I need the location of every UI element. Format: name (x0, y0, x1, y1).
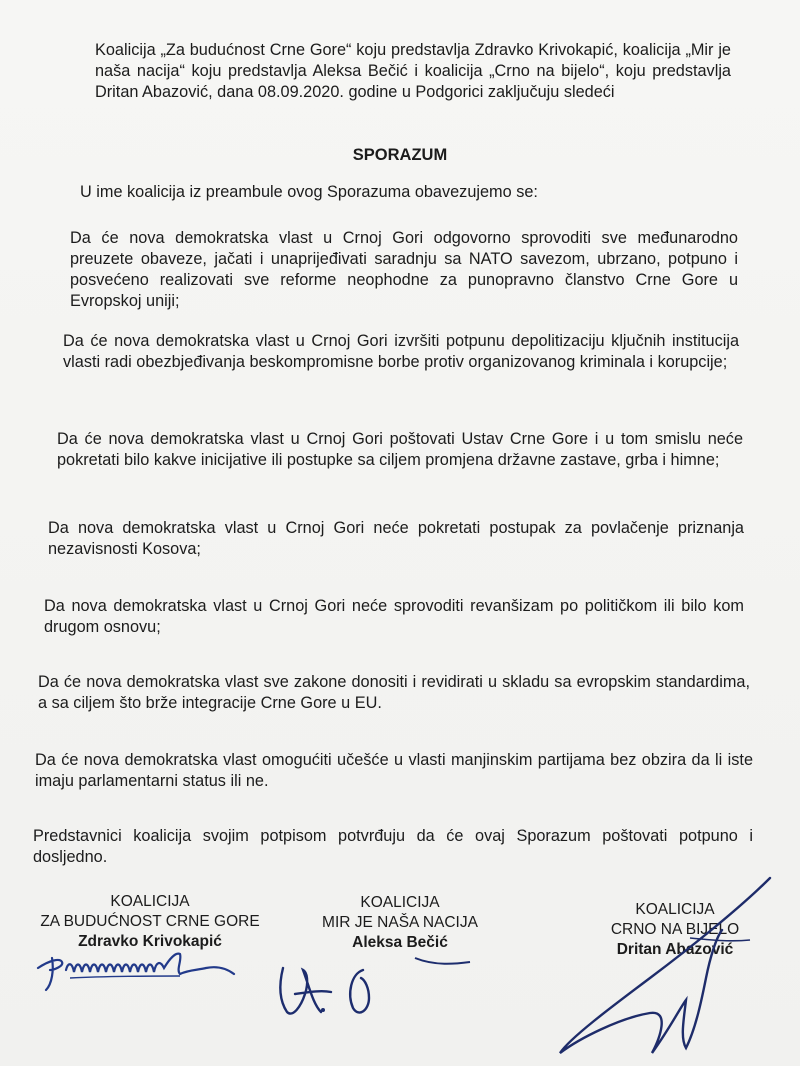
point-2-text: Da će nova demokratska vlast u Crnoj Gori izvršiti potpunu depolitizaciju ključnih institucija vlasti radi obezbjeđivanja beskompromisne borbe protiv organizovanog kriminala i korupcije; (63, 332, 739, 371)
signatory-2-label: KOALICIJA (360, 894, 440, 911)
point-5-text: Da nova demokratska vlast u Crnoj Gori neće sprovoditi revanšizam po političkom ili bilo kom drugom osnovu; (44, 597, 744, 636)
signatory-1-coalition: ZA BUDUĆNOST CRNE GORE (40, 913, 260, 930)
signatory-3-coalition: CRNO NA BIJELO (610, 921, 740, 938)
point-7 (35, 750, 753, 792)
point-4 (48, 518, 744, 560)
preamble-text: U ime koalicija iz preambule ovog Sporazuma obavezujemo se: (80, 183, 538, 201)
signatory-3-name: Dritan Abazović (616, 941, 734, 958)
point-2 (63, 331, 739, 373)
point-6 (38, 672, 750, 714)
point-1-text: Da će nova demokratska vlast u Crnoj Gori odgovorno sprovoditi sve međunarodno preuzete obaveze, jačati i unaprijeđivati saradnju sa NATO savezom, ubrzano, potpuno i posvećeno realizovati sve reforme neophodne za punopravno članstvo Crne Gore u Evropskoj uniji; (70, 229, 738, 310)
intro-paragraph: Koalicija „Za budućnost Crne Gore“ koju predstavlja Zdravko Krivokapić, koalicija „Mir je naša nacija“ koju predstavlja Aleksa Bečić i koalicija „Crno na bijelo“, koju predstavlja Dritan Abazović, dana 08.09.2020. godine u Podgorici zaključuju sledeći (95, 41, 731, 101)
signatory-1-name: Zdravko Krivokapić (78, 933, 222, 950)
point-1 (70, 228, 738, 312)
document-title: SPORAZUM (352, 146, 448, 164)
signature-3 (540, 868, 790, 1066)
signatory-1-label: KOALICIJA (110, 893, 190, 910)
signature-1 (30, 940, 250, 1000)
signatory-2-coalition: MIR JE NAŠA NACIJA (322, 914, 478, 931)
closing-paragraph (33, 826, 753, 868)
point-7-text: Da će nova demokratska vlast omogućiti učešće u vlasti manjinskim partijama bez obzira da li iste imaju parlamentarni status ili ne. (35, 751, 753, 790)
signature-2 (265, 948, 515, 1038)
signatory-block-2 (280, 893, 520, 953)
signatory-3-label: KOALICIJA (635, 901, 715, 918)
point-4-text: Da nova demokratska vlast u Crnoj Gori neće pokretati postupak za povlačenje priznanja nezavisnosti Kosova; (48, 519, 744, 558)
point-3 (57, 429, 743, 471)
signatory-2-name: Aleksa Bečić (352, 934, 448, 951)
point-5 (44, 596, 744, 638)
closing-text: Predstavnici koalicija svojim potpisom potvrđuju da će ovaj Sporazum poštovati potpuno i dosljedno. (33, 827, 753, 866)
point-6-text: Da će nova demokratska vlast sve zakone donositi i revidirati u skladu sa evropskim standardima, a sa ciljem što brže integracije Crne Gore u EU. (38, 673, 750, 712)
point-3-text: Da će nova demokratska vlast u Crnoj Gori poštovati Ustav Crne Gore i u tom smislu neće pokretati bilo kakve inicijative ili postupke sa ciljem promjena državne zastave, grba i himne; (57, 430, 743, 469)
